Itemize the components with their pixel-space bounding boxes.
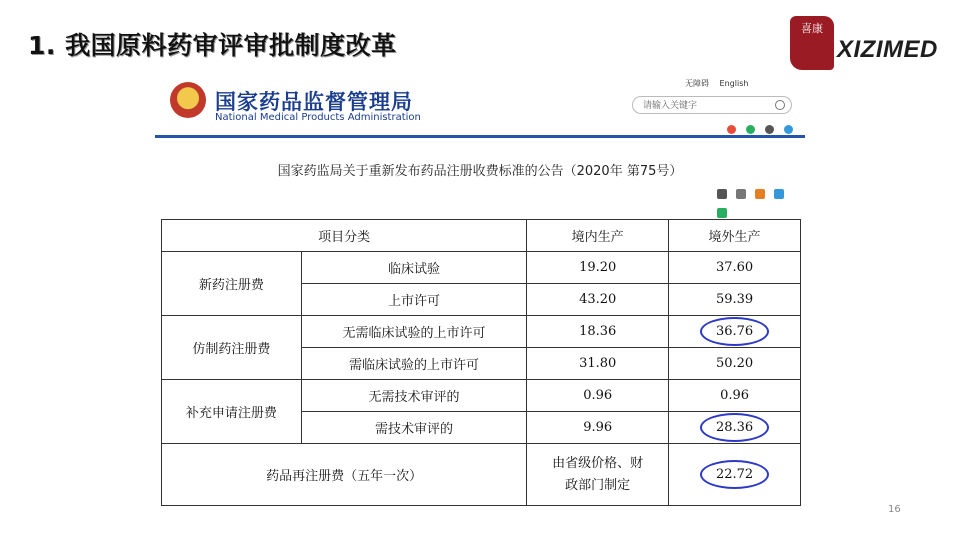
mail-icon[interactable] bbox=[784, 125, 793, 134]
foreign-fee-cell bbox=[669, 444, 801, 506]
brand-name: XIZIMED bbox=[837, 36, 938, 63]
notice-title: 国家药监局关于重新发布药品注册收费标准的公告（2020年 第75号） bbox=[277, 164, 683, 179]
table-row bbox=[162, 380, 801, 412]
weibo-icon[interactable] bbox=[727, 125, 736, 134]
domestic-fee-cell: 19.20 bbox=[527, 252, 669, 284]
table-row bbox=[162, 252, 801, 284]
table-row bbox=[162, 316, 801, 348]
item-cell: 需技术审评的 bbox=[301, 412, 527, 444]
wechat-share-icon[interactable] bbox=[717, 208, 727, 218]
app-icon[interactable] bbox=[765, 125, 774, 134]
nmpa-header bbox=[155, 72, 805, 138]
wechat-icon[interactable] bbox=[746, 125, 755, 134]
table-row bbox=[162, 444, 801, 506]
seal-logo: 喜康 bbox=[790, 16, 834, 70]
search-placeholder: 请输入关键字 bbox=[643, 101, 698, 111]
print-icon[interactable] bbox=[736, 189, 746, 199]
foreign-fee-cell: 50.20 bbox=[669, 348, 801, 380]
domestic-fee-cell: 0.96 bbox=[527, 380, 669, 412]
domestic-fee-cell: 18.36 bbox=[527, 316, 669, 348]
foreign-fee-cell bbox=[669, 412, 801, 444]
search-icon[interactable] bbox=[775, 100, 785, 110]
foreign-fee-cell bbox=[669, 316, 801, 348]
top-links bbox=[685, 78, 756, 89]
item-cell: 临床试验 bbox=[301, 252, 527, 284]
accessibility-link[interactable]: 无障碍 bbox=[685, 79, 709, 88]
english-link[interactable]: English bbox=[719, 79, 749, 88]
page-number: 16 bbox=[888, 504, 901, 515]
table-header-row bbox=[162, 220, 801, 252]
favorite-icon[interactable] bbox=[774, 189, 784, 199]
page-tools bbox=[717, 184, 805, 222]
agency-name-cn: 国家药品监督管理局 bbox=[215, 90, 413, 114]
brand-logo bbox=[790, 16, 940, 74]
foreign-fee-cell: 0.96 bbox=[669, 380, 801, 412]
foreign-fee-cell: 59.39 bbox=[669, 284, 801, 316]
national-emblem-icon bbox=[170, 82, 206, 118]
agency-name-en: National Medical Products Administration bbox=[215, 112, 421, 123]
domestic-fee-cell: 43.20 bbox=[527, 284, 669, 316]
header-divider bbox=[155, 135, 805, 138]
embedded-webpage-screenshot bbox=[155, 72, 805, 512]
domestic-fee-cell: 31.80 bbox=[527, 348, 669, 380]
header-foreign: 境外生产 bbox=[669, 220, 801, 252]
item-cell: 无需技术审评的 bbox=[301, 380, 527, 412]
item-cell: 需临床试验的上市许可 bbox=[301, 348, 527, 380]
header-category: 项目分类 bbox=[162, 220, 527, 252]
item-cell: 无需临床试验的上市许可 bbox=[301, 316, 527, 348]
foreign-fee-cell: 37.60 bbox=[669, 252, 801, 284]
share-icon[interactable] bbox=[755, 189, 765, 199]
download-icon[interactable] bbox=[717, 189, 727, 199]
item-cell: 上市许可 bbox=[301, 284, 527, 316]
category-cell: 仿制药注册费 bbox=[162, 316, 302, 380]
highlight-oval: 28.36 bbox=[700, 413, 769, 442]
fee-table bbox=[161, 219, 801, 506]
slide-title: 1. 我国原料药审评审批制度改革 bbox=[28, 31, 397, 60]
search-input[interactable] bbox=[632, 96, 792, 114]
reregistration-label-cell: 药品再注册费（五年一次） bbox=[162, 444, 527, 506]
category-cell: 新药注册费 bbox=[162, 252, 302, 316]
domestic-fee-cell: 9.96 bbox=[527, 412, 669, 444]
header-domestic: 境内生产 bbox=[527, 220, 669, 252]
highlight-oval: 36.76 bbox=[700, 317, 769, 346]
highlight-oval: 22.72 bbox=[700, 460, 769, 489]
domestic-fee-cell: 由省级价格、财政部门制定 bbox=[527, 444, 669, 506]
category-cell: 补充申请注册费 bbox=[162, 380, 302, 444]
